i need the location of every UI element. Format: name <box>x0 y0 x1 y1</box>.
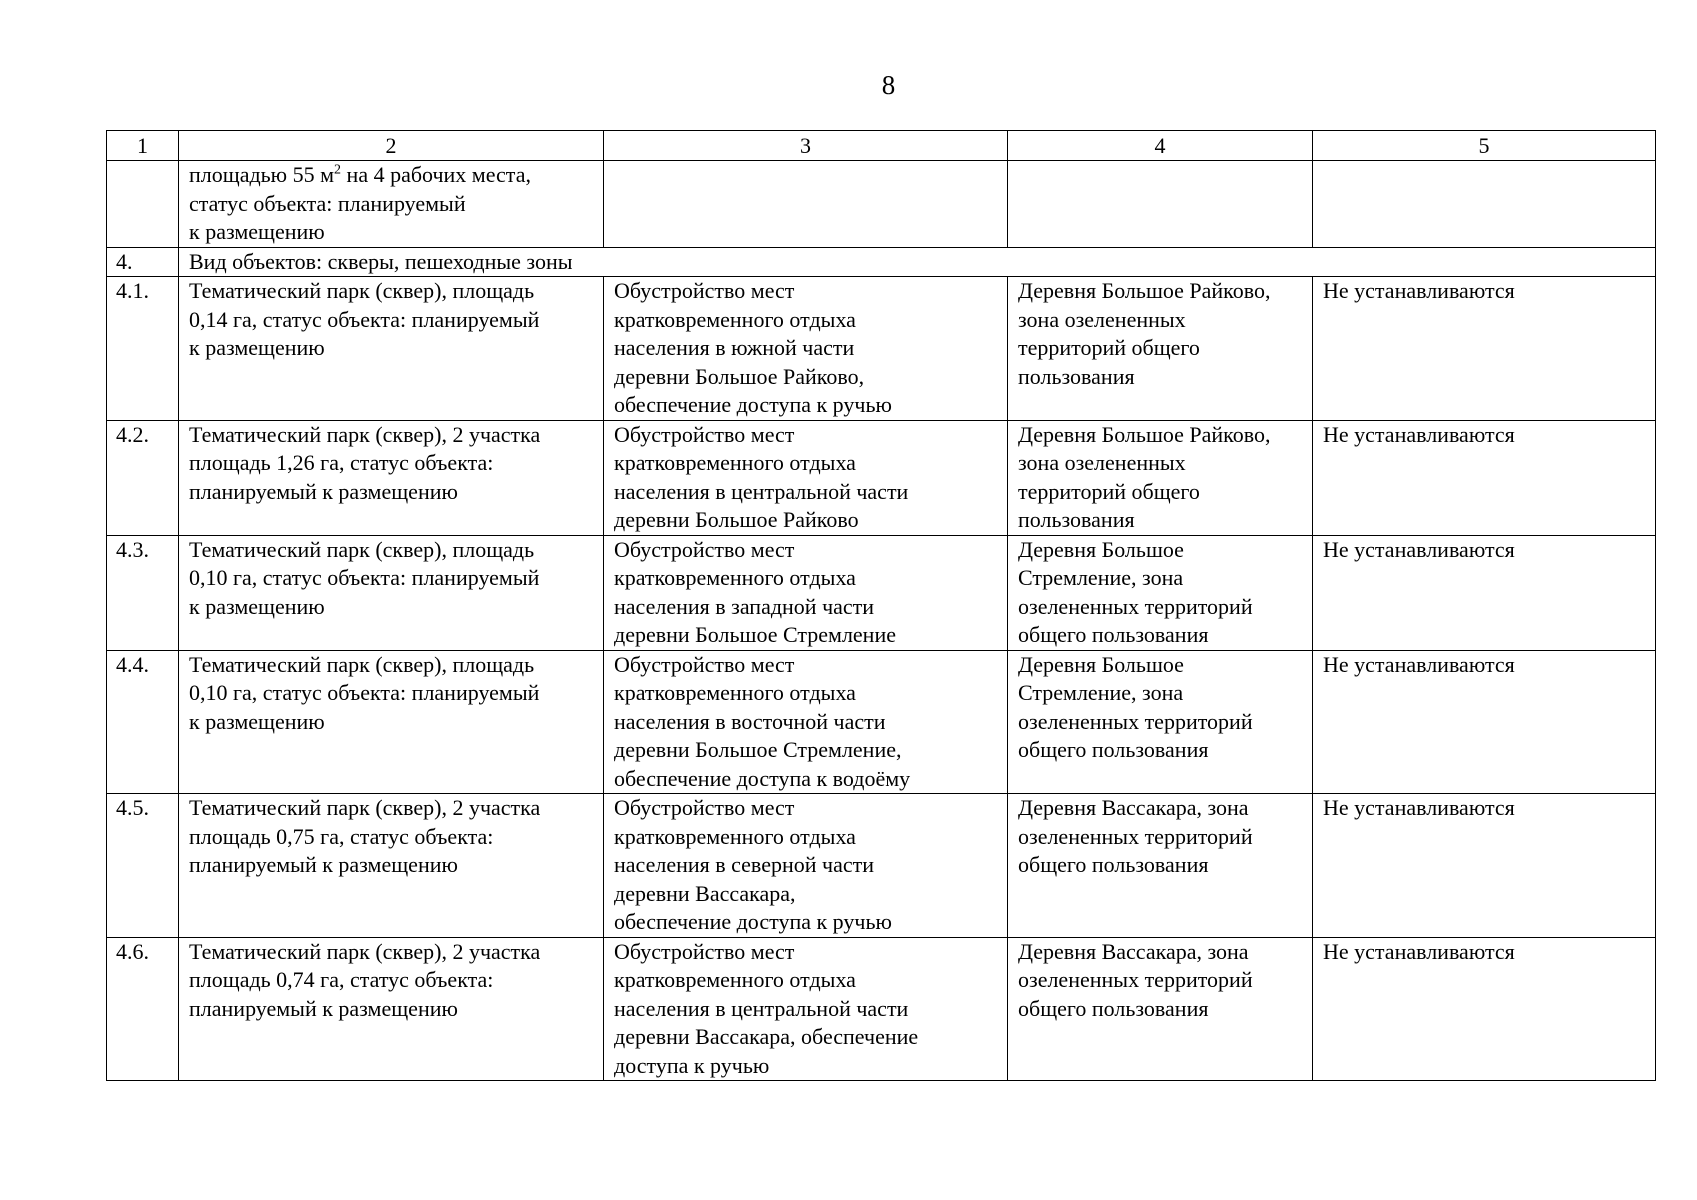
section-row <box>107 247 1656 277</box>
header-cell: 2 <box>179 131 604 161</box>
object-name-cell: Тематический парк (сквер), 2 участка площадь 0,74 га, статус объекта: планируемый к размещению <box>179 937 604 1081</box>
continuation-name-cell <box>179 161 604 248</box>
header-cell: 1 <box>107 131 179 161</box>
continuation-location-cell <box>1008 161 1313 248</box>
page-number: 8 <box>881 70 896 100</box>
object-purpose-cell: Обустройство мест кратковременного отдыха населения в южной части деревни Большое Райково, обеспечение доступа к ручью <box>604 277 1008 421</box>
object-location-cell: Деревня Большое Стремление, зона озелененных территорий общего пользования <box>1008 535 1313 650</box>
section-number: 4. <box>107 247 179 277</box>
table-row <box>107 937 1656 1081</box>
objects-table <box>106 130 1656 1081</box>
continuation-num-cell <box>107 161 179 248</box>
table-row <box>107 650 1656 794</box>
header-cell: 4 <box>1008 131 1313 161</box>
section-title: Вид объектов: скверы, пешеходные зоны <box>179 247 1656 277</box>
object-name-cell: Тематический парк (сквер), площадь 0,10 га, статус объекта: планируемый к размещению <box>179 535 604 650</box>
object-name-cell: Тематический парк (сквер), площадь 0,14 га, статус объекта: планируемый к размещению <box>179 277 604 421</box>
object-location-cell: Деревня Большое Райково, зона озелененных территорий общего пользования <box>1008 420 1313 535</box>
row-number: 4.6. <box>107 937 179 1081</box>
row-number: 4.1. <box>107 277 179 421</box>
continuation-zones-cell <box>1313 161 1656 248</box>
continuation-purpose-cell <box>604 161 1008 248</box>
row-number: 4.4. <box>107 650 179 794</box>
object-purpose-cell: Обустройство мест кратковременного отдыха населения в центральной части деревни Большое Райково <box>604 420 1008 535</box>
object-purpose-cell: Обустройство мест кратковременного отдыха населения в восточной части деревни Большое Стремление, обеспечение доступа к водоёму <box>604 650 1008 794</box>
object-zones-cell: Не устанавливаются <box>1313 794 1656 938</box>
object-name-cell: Тематический парк (сквер), 2 участка площадь 0,75 га, статус объекта: планируемый к размещению <box>179 794 604 938</box>
header-cell: 5 <box>1313 131 1656 161</box>
object-location-cell: Деревня Большое Райково, зона озелененных территорий общего пользования <box>1008 277 1313 421</box>
row-number: 4.3. <box>107 535 179 650</box>
object-purpose-cell: Обустройство мест кратковременного отдыха населения в северной части деревни Вассакара, обеспечение доступа к ручью <box>604 794 1008 938</box>
object-name-cell: Тематический парк (сквер), 2 участка площадь 1,26 га, статус объекта: планируемый к размещению <box>179 420 604 535</box>
object-location-cell: Деревня Большое Стремление, зона озелененных территорий общего пользования <box>1008 650 1313 794</box>
table-row <box>107 535 1656 650</box>
continuation-row <box>107 161 1656 248</box>
table-row <box>107 277 1656 421</box>
continuation-name-text-rest: на 4 рабочих места, статус объекта: планируемый к размещению <box>189 162 531 244</box>
object-location-cell: Деревня Вассакара, зона озелененных территорий общего пользования <box>1008 794 1313 938</box>
header-cell: 3 <box>604 131 1008 161</box>
object-zones-cell: Не устанавливаются <box>1313 277 1656 421</box>
table-header-row <box>107 131 1656 161</box>
object-location-cell: Деревня Вассакара, зона озелененных территорий общего пользования <box>1008 937 1313 1081</box>
table-row <box>107 420 1656 535</box>
superscript-2: 2 <box>334 162 342 178</box>
row-number: 4.2. <box>107 420 179 535</box>
object-zones-cell: Не устанавливаются <box>1313 535 1656 650</box>
row-number: 4.5. <box>107 794 179 938</box>
object-purpose-cell: Обустройство мест кратковременного отдыха населения в центральной части деревни Вассакара, обеспечение доступа к ручью <box>604 937 1008 1081</box>
continuation-name-text: площадью 55 м <box>189 162 335 187</box>
object-zones-cell: Не устанавливаются <box>1313 420 1656 535</box>
table-row <box>107 794 1656 938</box>
object-purpose-cell: Обустройство мест кратковременного отдыха населения в западной части деревни Большое Стремление <box>604 535 1008 650</box>
object-zones-cell: Не устанавливаются <box>1313 650 1656 794</box>
object-name-cell: Тематический парк (сквер), площадь 0,10 га, статус объекта: планируемый к размещению <box>179 650 604 794</box>
object-zones-cell: Не устанавливаются <box>1313 937 1656 1081</box>
